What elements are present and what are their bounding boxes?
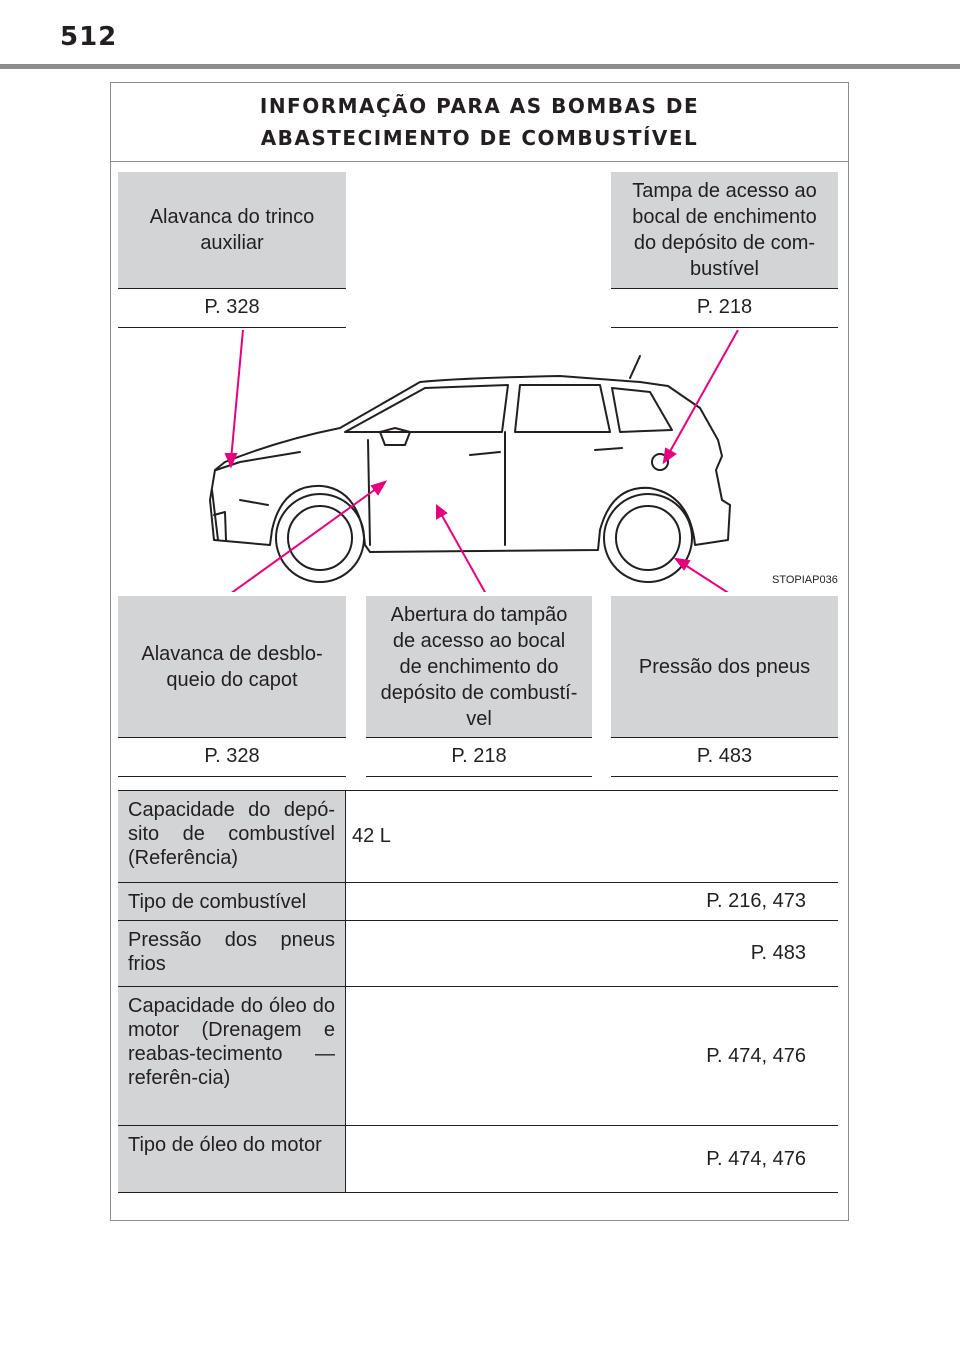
label-tire-pressure xyxy=(611,596,838,738)
car-diagram xyxy=(111,330,848,592)
label-line: Abertura do tampão xyxy=(390,603,568,626)
page-ref-fuel-filler-door[interactable]: P. 218 xyxy=(611,288,838,328)
label-line: auxiliar xyxy=(200,232,264,254)
row-value-fuel-tank-capacity: 42 L xyxy=(352,825,391,847)
title-line-1: INFORMAÇÃO PARA AS BOMBAS DE xyxy=(259,94,700,118)
page-ref-hood-release-lever[interactable]: P. 328 xyxy=(118,737,346,777)
label-fuel-door-opener xyxy=(366,596,592,738)
table-row xyxy=(118,921,838,987)
label-line: de enchimento do xyxy=(399,655,559,678)
header-rule xyxy=(0,64,960,69)
page-number: 512 xyxy=(60,22,118,52)
row-label-engine-oil-type: Tipo de óleo do motor xyxy=(118,1126,346,1192)
table-row xyxy=(118,1126,838,1193)
fuel-info-table xyxy=(118,790,838,1193)
row-label-fuel-type: Tipo de combustível xyxy=(118,883,346,920)
label-line: Tampa de acesso ao xyxy=(632,180,817,202)
section-title xyxy=(111,83,848,162)
label-line: bocal de enchimento xyxy=(632,206,817,228)
callout-line-tire-pressure xyxy=(682,563,730,592)
row-value-cold-tire-pressure[interactable]: P. 483 xyxy=(750,942,806,964)
label-line: vel xyxy=(466,707,492,730)
label-line: queio do capot xyxy=(166,668,298,691)
label-line: Alavanca do trinco xyxy=(149,206,315,228)
label-fuel-filler-door xyxy=(611,172,838,289)
label-auxiliary-latch-lever xyxy=(118,172,346,289)
row-value-fuel-type[interactable]: P. 216, 473 xyxy=(706,890,806,912)
row-value-engine-oil-type[interactable]: P. 474, 476 xyxy=(706,1147,806,1170)
callout-line-aux-latch xyxy=(231,330,243,460)
table-row xyxy=(118,791,838,883)
table-row xyxy=(118,987,838,1126)
page-ref-tire-pressure[interactable]: P. 483 xyxy=(611,737,838,777)
rear-wheel xyxy=(604,494,692,582)
label-line: Alavanca de desblo- xyxy=(141,642,323,665)
row-label-cold-tire-pressure: Pressão dos pneus frios xyxy=(118,921,346,986)
title-line-2: ABASTECIMENTO DE COMBUSTÍVEL xyxy=(260,126,699,150)
page-ref-auxiliary-latch-lever[interactable]: P. 328 xyxy=(118,288,346,328)
label-line: de acesso ao bocal xyxy=(392,629,566,652)
car-windows xyxy=(345,385,672,432)
row-label-engine-oil-capacity: Capacidade do óleo do motor (Drenagem e reabas-tecimento — referên-cia) xyxy=(118,987,346,1125)
row-label-fuel-tank-capacity: Capacidade do depó-sito de combustível (Referência) xyxy=(118,791,346,882)
row-value-engine-oil-capacity[interactable]: P. 474, 476 xyxy=(706,1044,806,1067)
diagram-code: STOPIAP036 xyxy=(772,574,838,586)
label-line: Pressão dos pneus xyxy=(638,655,811,678)
label-line: bustível xyxy=(690,258,759,280)
page-ref-fuel-door-opener[interactable]: P. 218 xyxy=(366,737,592,777)
table-row xyxy=(118,883,838,921)
label-line: do depósito de com- xyxy=(633,232,816,254)
label-hood-release-lever xyxy=(118,596,346,738)
label-line: depósito de combustí- xyxy=(380,681,578,704)
